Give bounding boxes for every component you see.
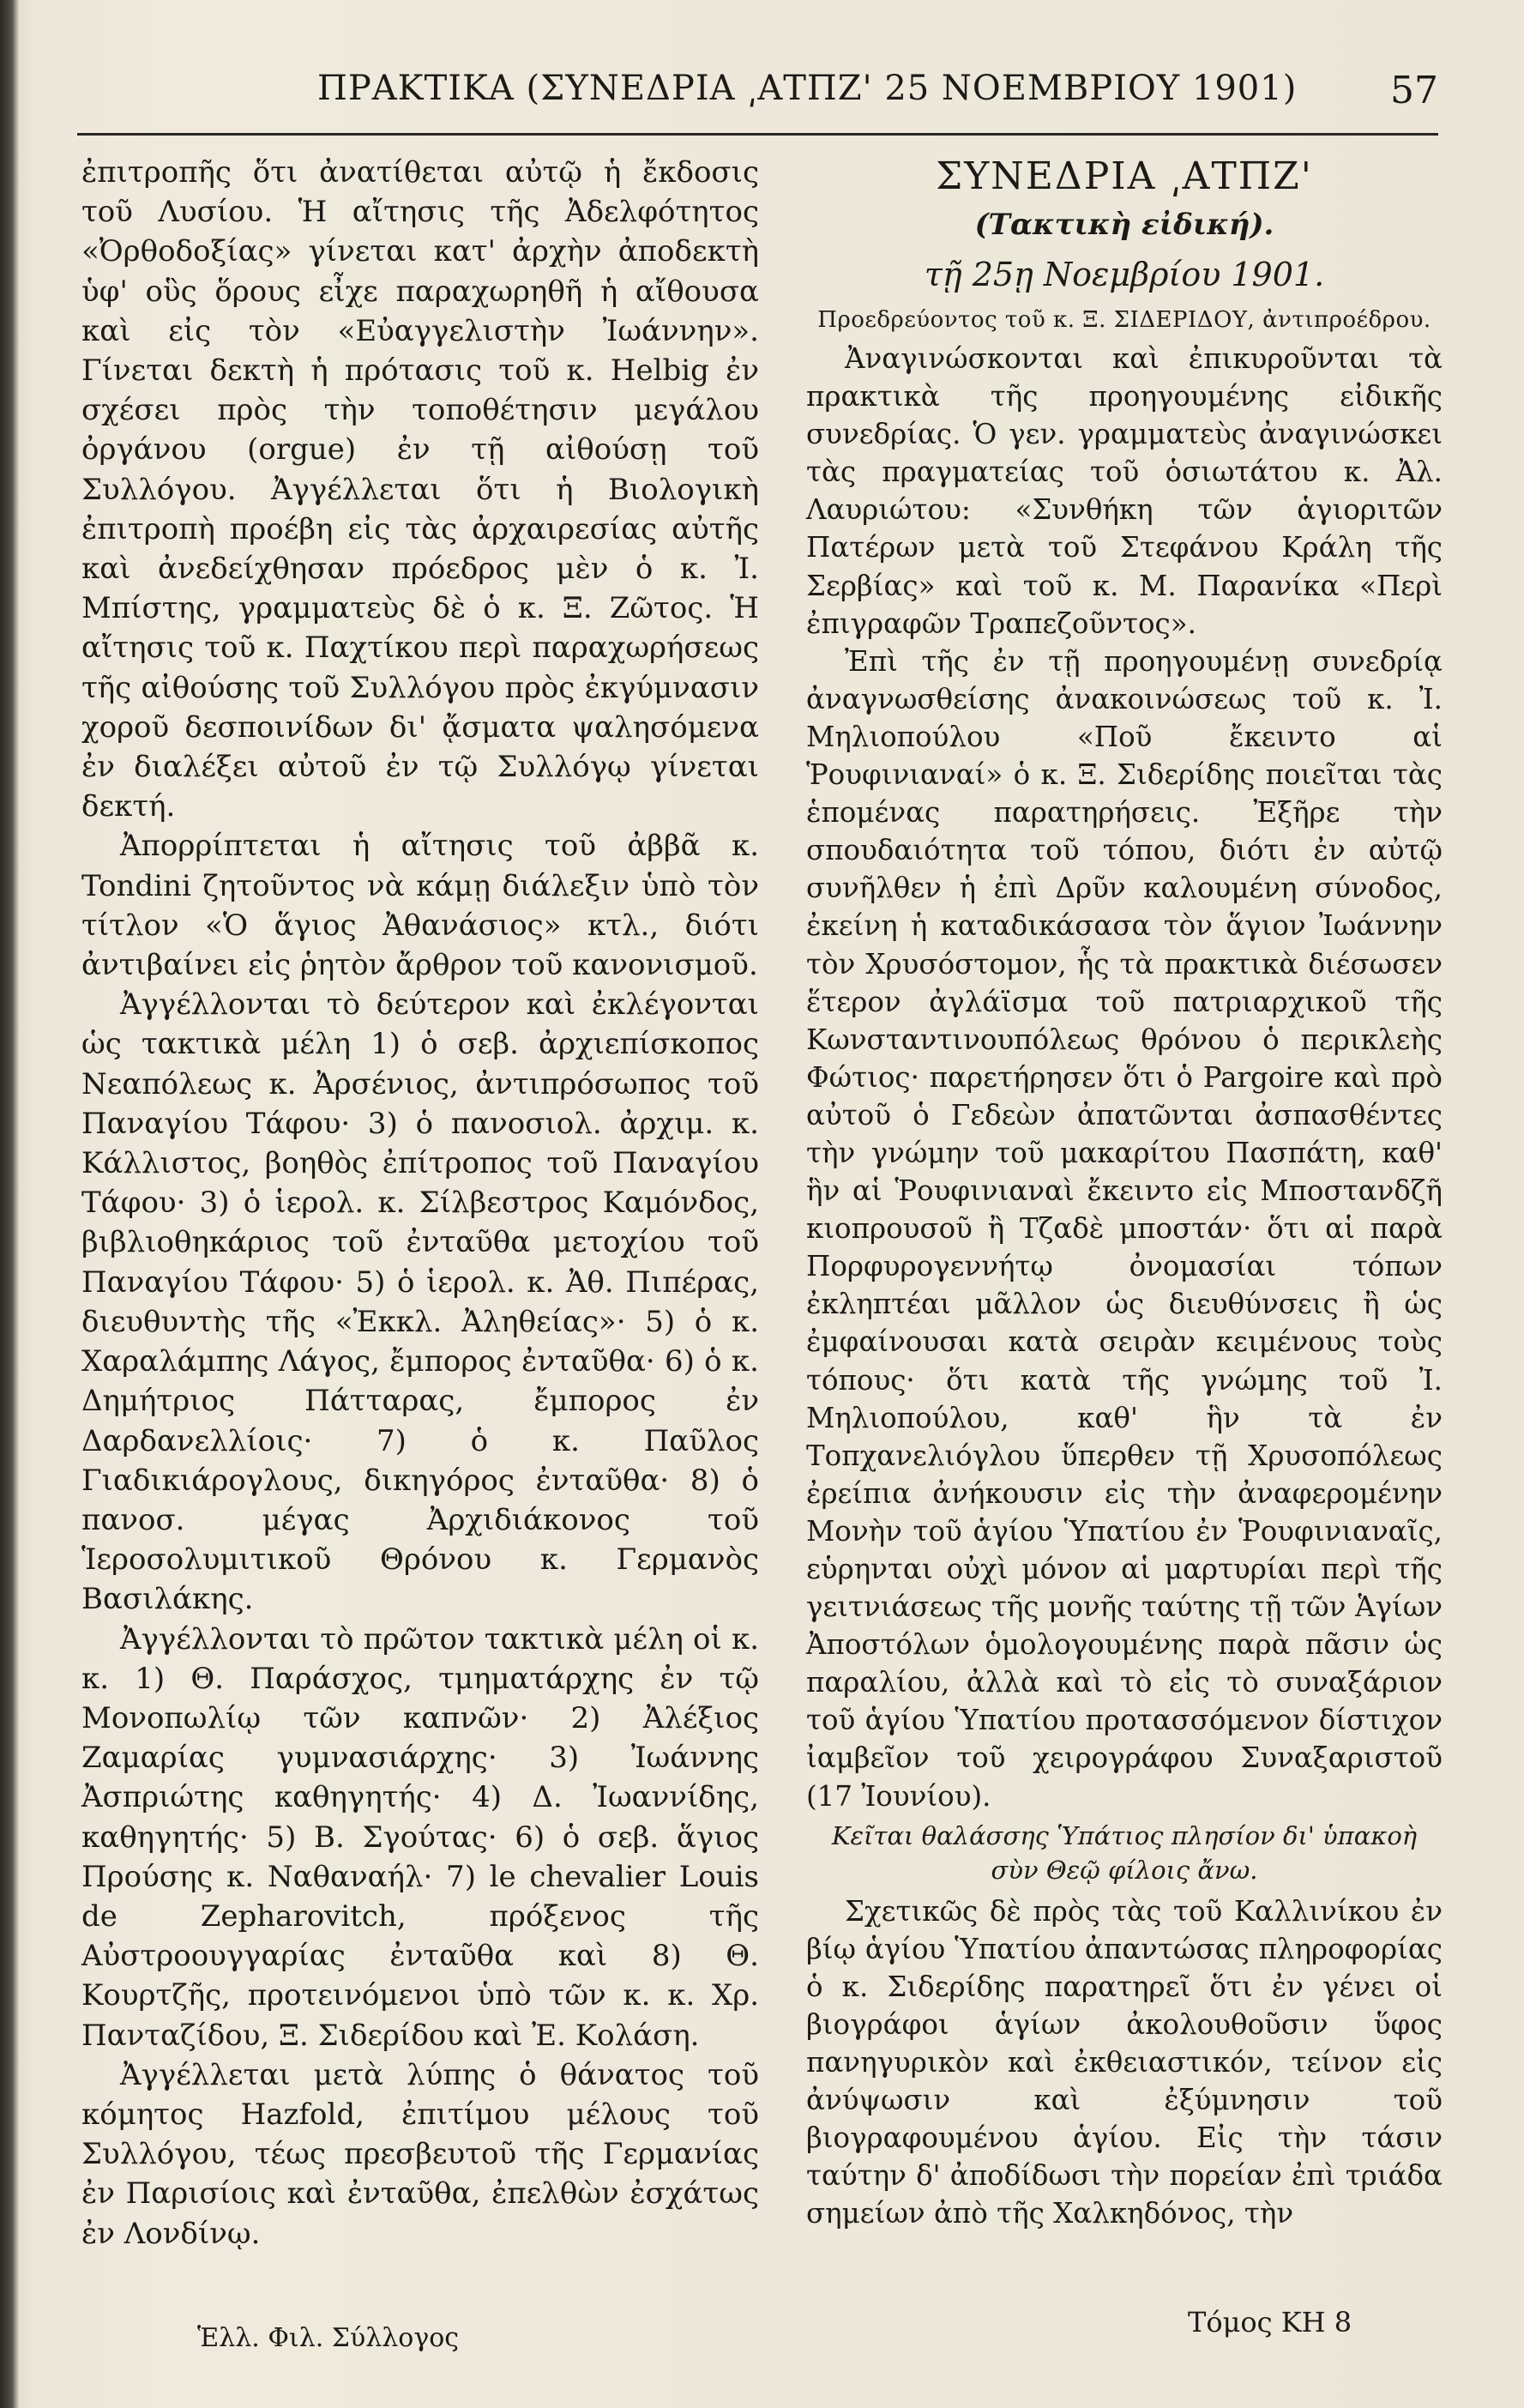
page-header	[77, 51, 1438, 137]
paragraph: Ἀναγινώσκονται καὶ ἐπικυροῦνται τὰ πρακτικὰ τῆς προηγουμένης εἰδικῆς συνεδρίας. Ὁ γεν. γραμματεὺς ἀναγινώσκει τὰς πραγματείας τοῦ ὁσιωτάτου κ. Ἀλ. Λαυριώτου: «Συνθήκη τῶν ἁγιοριτῶν Πατέρων μετὰ τοῦ Στεφάνου Κράλη τῆς Σερβίας» καὶ τοῦ κ. Μ. Παρανίκα «Περὶ ἐπιγραφῶν Τραπεζοῦντος».	[806, 342, 1443, 640]
epigram-verse: Κεῖται θαλάσσης Ὑπάτιος πλησίον δι' ὑπακοὴ σὺν Θεῷ φίλοις ἄνω.	[831, 1820, 1418, 1885]
presidency-line: Προεδρεύοντος τοῦ κ. Ξ. ΣΙΔΕΡΙΔΟΥ, ἀντιπροέδρου.	[817, 307, 1431, 333]
section-date: τῇ 25ῃ Νοεμβρίου 1901.	[924, 256, 1325, 293]
paragraph: Ἀγγέλλονται τὸ πρῶτον τακτικὰ μέλη οἱ κ. κ. 1) Θ. Παράσχος, τμηματάρχης ἐν τῷ Μονοπωλίῳ τῶν καπνῶν· 2) Ἀλέξιος Ζαμαρίας γυμνασιάρχης· 3) Ἰωάννης Ἀσπριώτης καθηγητής· 4) Δ. Ἰωαννίδης, καθηγητής· 5) Β. Σγούτας· 6) ὁ σεβ. ἅγιος Προύσης κ. Ναθαναήλ· 7) le chevalier Louis de Zepharovitch, πρόξενος τῆς Αὐστροουγγαρίας ἐνταῦθα καὶ 8) Θ. Κουρτζῆς, προτεινόμενοι ὑπὸ τῶν κ. κ. Χρ. Πανταζίδου, Ξ. Σιδερίδου καὶ Ἐ. Κολάση.	[81, 1621, 759, 2053]
section-title: ΣΥΝΕΔΡΙΑ ͵ΑΤΠΖ'	[936, 154, 1313, 198]
footer-society: Ἑλλ. Φιλ. Σύλλογος	[197, 2323, 460, 2353]
header-rule	[77, 133, 1438, 136]
running-title: ΠΡΑΚΤΙΚΑ (ΣΥΝΕΔΡΙΑ ͵ΑΤΠΖ' 25 ΝΟΕΜΒΡΙΟΥ 1901)	[317, 69, 1298, 108]
paragraph: ἐπιτροπῆς ὅτι ἀνατίθεται αὐτῷ ἡ ἔκδοσις τοῦ Λυσίου. Ἡ αἴτησις τῆς Ἀδελφότητος «Ὀρθοδοξίας» γίνεται κατ' ἀρχὴν ἀποδεκτὴ ὑφ' οὓς ὅρους εἶχε παραχωρηθῆ ἡ αἴθουσα καὶ εἰς τὸν «Εὐαγγελιστὴν Ἰωάννην». Γίνεται δεκτὴ ἡ πρότασις τοῦ κ. Helbig ἐν σχέσει πρὸς τὴν τοποθέτησιν μεγάλου ὀργάνου (orgue) ἐν τῇ αἰθούσῃ τοῦ Συλλόγου. Ἀγγέλλεται ὅτι ἡ Βιολογικὴ ἐπιτροπὴ προέβη εἰς τὰς ἀρχαιρεσίας αὐτῆς καὶ ἀνεδείχθησαν πρόεδρος μὲν ὁ κ. Ἰ. Μπίστης, γραμματεὺς δὲ ὁ κ. Ξ. Ζῶτος. Ἡ αἴτησις τοῦ κ. Παχτίκου περὶ παραχωρήσεως τῆς αἰθούσης τοῦ Συλλόγου πρὸς ἐκγύμνασιν χοροῦ δεσποινίδων δι' ᾄσματα ψαλησόμενα ἐν διαλέξει αὐτοῦ ἐν τῷ Συλλόγῳ γίνεται δεκτή.	[81, 155, 759, 824]
footer-volume: Τόμος ΚΗ 8	[1188, 2306, 1352, 2339]
left-column	[81, 153, 759, 2254]
paragraph: Ἀπορρίπτεται ἡ αἴτησις τοῦ ἀββᾶ κ. Tondini ζητοῦντος νὰ κάμῃ διάλεξιν ὑπὸ τὸν τίτλον «Ὁ ἅγιος Ἀθανάσιος» κτλ., διότι ἀντιβαίνει εἰς ῥητὸν ἄρθρον τοῦ κανονισμοῦ.	[81, 829, 759, 983]
paragraph: Ἐπὶ τῆς ἐν τῇ προηγουμένῃ συνεδρίᾳ ἀναγνωσθείσης ἀνακοινώσεως τοῦ κ. Ἰ. Μηλιοπούλου «Ποῦ ἔκειντο αἱ Ῥουφινιαναί» ὁ κ. Ξ. Σιδερίδης ποιεῖται τὰς ἑπομένας παρατηρήσεις. Ἐξῆρε τὴν σπουδαιότητα τοῦ τόπου, διότι ἐν αὐτῷ συνῆλθεν ἡ ἐπὶ Δρῦν καλουμένη σύνοδος, ἐκείνη ἡ καταδικάσασα τὸν ἅγιον Ἰωάννην τὸν Χρυσόστομον, ἧς τὰ πρακτικὰ διέσωσεν ἕτερον ἀγλάϊσμα τοῦ πατριαρχικοῦ τῆς Κωνσταντινουπόλεως θρόνου ὁ περικλεὴς Φώτιος· παρετήρησεν ὅτι ὁ Pargoire καὶ πρὸ αὐτοῦ ὁ Γεδεὼν ἀπατῶνται ἀσπασθέντες τὴν γνώμην τοῦ μακαρίτου Πασπάτη, καθ' ἣν αἱ Ῥουφινιαναὶ ἔκειντο εἰς Μποστανδζῆ κιοπρουσοῦ ἢ Τζαδὲ μποστάν· ὅτι αἱ παρὰ Πορφυρογεννήτῳ ὀνομασίαι τόπων ἐκληπτέαι μᾶλλον ὡς διευθύνσεις ἢ ὡς ἐμφαίνουσαι κατὰ σειρὰν κειμένους τοὺς τόπους· ὅτι κατὰ τῆς γνώμης τοῦ Ἰ. Μηλιοπούλου, καθ' ἣν τὰ ἐν Τοπχανελιόγλου ὕπερθεν τῇ Χρυσοπόλεως ἐρείπια ἀνήκουσιν εἰς τὴν ἀναφερομένην Μονὴν τοῦ ἁγίου Ὑπατίου ἐν Ῥουφινιαναῖς, εὑρηνται οὐχὶ μόνον αἱ μαρτυρίαι περὶ τῆς γειτνιάσεως τῆς μονῆς ταύτης τῇ τῶν Ἁγίων Ἀποστόλων ὁμολογουμένης παρὰ πᾶσιν ὡς παραλίου, ἀλλὰ καὶ τὸ εἰς τὸ συναξάριον τοῦ ἁγίου Ὑπατίου προτασσόμενον δίστιχον ἰαμβεῖον τοῦ χειρογράφου Συναξαριστοῦ (17 Ἰουνίου).	[806, 644, 1443, 1813]
paragraph: Ἀγγέλλεται μετὰ λύπης ὁ θάνατος τοῦ κόμητος Hazfold, ἐπιτίμου μέλους τοῦ Συλλόγου, τέως πρεσβευτοῦ τῆς Γερμανίας ἐν Παρισίοις καὶ ἐνταῦθα, ἐπελθὼν ἐσχάτως ἐν Λονδίνῳ.	[81, 2057, 759, 2251]
paragraph: Σχετικῶς δὲ πρὸς τὰς τοῦ Καλλινίκου ἐν βίῳ ἁγίου Ὑπατίου ἀπαντώσας πληροφορίας ὁ κ. Σιδερίδης παρατηρεῖ ὅτι ἐν γένει οἱ βιογράφοι ἁγίων ἀκολουθοῦσιν ὕφος πανηγυρικὸν καὶ ἐκθειαστικόν, τείνον εἰς ἀνύψωσιν καὶ ἐξύμνησιν τοῦ βιογραφουμένου ἁγίου. Εἰς τὴν τάσιν ταύτην δ' ἀποδίδωσι τὴν πορείαν ἐπὶ τριάδα σημείων ἀπὸ τῆς Χαλκηδόνος, τὴν	[806, 1894, 1443, 2230]
paragraph: Ἀγγέλλονται τὸ δεύτερον καὶ ἐκλέγονται ὡς τακτικὰ μέλη 1) ὁ σεβ. ἀρχιεπίσκοπος Νεαπόλεως κ. Ἀρσένιος, ἀντιπρόσωπος τοῦ Παναγίου Τάφου· 3) ὁ πανοσιολ. ἀρχιμ. κ. Κάλλιστος, βοηθὸς ἐπίτροπος τοῦ Παναγίου Τάφου· 3) ὁ ἱερολ. κ. Σίλβεστρος Καμόνδος, βιβλιοθηκάριος τοῦ ἐνταῦθα μετοχίου τοῦ Παναγίου Τάφου· 5) ὁ ἱερολ. κ. Ἀθ. Πιπέρας, διευθυντὴς τῆς «Ἐκκλ. Ἀληθείας»· 5) ὁ κ. Χαραλάμπης Λάγος, ἔμπορος ἐνταῦθα· 6) ὁ κ. Δημήτριος Πάτταρας, ἔμπορος ἐν Δαρδανελλίοις· 7) ὁ κ. Παῦλος Γιαδικιάρογλους, δικηγόρος ἐνταῦθα· 8) ὁ πανοσ. μέγας Ἀρχιδιάκονος τοῦ Ἱεροσολυμιτικοῦ Θρόνου κ. Γερμανὸς Βασιλάκης.	[81, 987, 759, 1617]
book-binding-edge	[0, 0, 19, 2408]
section-subtitle: (Τακτικὴ εἰδική).	[974, 208, 1274, 242]
page-number: 57	[1390, 69, 1438, 112]
right-column	[806, 153, 1443, 2233]
